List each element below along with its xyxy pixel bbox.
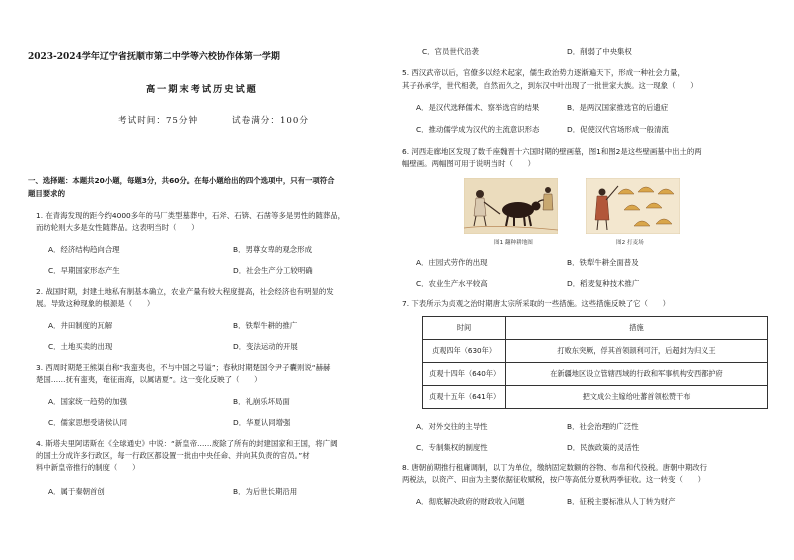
question-6-option-a[interactable]: A．庄园式劳作的出现 [416,258,488,267]
question-8-text: 8. 唐朝前期推行租庸调制，以丁为单位，缴纳固定数额的谷物、布帛和代役税。唐朝中期改行 [402,463,708,472]
question-2-option-c[interactable]: C．土地买卖的出现 [48,342,113,351]
question-7-text: 7. 下表所示为贞观之治时期唐太宗所采取的一些措施。这些措施反映了它（ ） [402,299,671,308]
question-8-option-a[interactable]: A．彻底解决政府的财政收入问题 [416,497,525,506]
question-2-option-b[interactable]: B．铁犁牛耕的推广 [233,321,298,330]
table-cell-time: 贞观十五年（641年） [423,386,506,409]
figure-1-plowing-mural [464,178,558,234]
question-4-option-d[interactable]: D．削弱了中央集权 [567,47,632,56]
question-1-option-c[interactable]: C．早期国家形态产生 [48,266,120,275]
question-2-option-d[interactable]: D．变法运动的开展 [233,342,298,351]
question-6-option-d[interactable]: D．稻麦复种技术推广 [567,279,640,288]
exam-time: 考试时间：75分钟 [118,116,199,126]
table-cell-measure: 把文成公主嫁给吐蕃首领松赞干布 [506,386,768,409]
figure-2-caption: 图2 打麦场 [616,240,644,246]
measures-table [422,316,768,409]
question-6-text-cont: 幅壁画。两幅图可用于说明当时（ ） [402,159,536,168]
figure-1-caption: 图1 翻种耕地图 [494,240,533,246]
question-5-option-d[interactable]: D．促使汉代官场形成一般清流 [567,125,669,134]
question-5-option-c[interactable]: C．推动儒学成为汉代的主流意识形态 [416,125,540,134]
full-score: 试卷满分：100分 [232,116,309,126]
question-8-text-cont: 两税法，以资产、田亩为主要依据征收赋税，按户等高低分夏秋两季征收。这一转变（ ） [402,475,706,484]
question-3-text: 3. 西周时期楚王熊渠自称“我蛮夷也，不与中国之号谥”；春秋时期楚国令尹子囊则说“赫赫 [36,363,331,372]
section-header: 一、选择题：本题共20小题，每题3分，共60分。在每小题给出的四个选项中，只有一项符合 [28,176,335,185]
question-3-option-d[interactable]: D．华夏认同增强 [233,418,291,427]
question-3-option-a[interactable]: A．国家统一趋势的加强 [48,397,127,406]
right-column [402,0,774,560]
question-5-text-cont: 其子孙承学，世代相袭，自然而久之，到东汉中叶出现了一批世家大族。这一现象（ ） [402,81,698,90]
table-header-time: 时间 [423,317,506,340]
table-row [423,363,768,386]
section-header-cont: 题目要求的 [28,189,65,198]
question-2-text: 2. 战国时期，封建土地私有制基本确立，农业产量有较大程度提高，社会经济也有明显的发 [36,287,334,296]
question-4-option-b[interactable]: B．为后世长期沿用 [233,487,298,496]
question-7-option-d[interactable]: D．民族政策的灵活性 [567,443,640,452]
question-6-option-b[interactable]: B．铁犁牛耕全面普及 [567,258,639,267]
question-4-option-c[interactable]: C．官员世代沿袭 [422,47,479,56]
question-1-option-a[interactable]: A．经济结构趋向合理 [48,245,120,254]
table-cell-time: 贞观十四年（640年） [423,363,506,386]
question-4-text-cont: 的国土分成许多行政区，每一行政区都设置一批由中央任命、并向其负责的官员。”材 [36,451,310,460]
question-3-option-b[interactable]: B．礼崩乐坏局面 [233,397,290,406]
question-3-text-cont: 楚国……抚有蛮夷，奄征南海，以属诸夏”。这一变化反映了（ ） [36,375,262,384]
question-1-option-d[interactable]: D．社会生产分工较明确 [233,266,313,275]
question-7-option-c[interactable]: C．专制集权的制度性 [416,443,488,452]
question-5-option-b[interactable]: B．是两汉国家推选官的后遗症 [567,103,669,112]
table-cell-measure: 打败东突厥，俘其首领颉利可汗，后超封为归义王 [506,340,768,363]
question-1-option-b[interactable]: B．男尊女卑的观念形成 [233,245,312,254]
question-2-text-cont: 展。导致这种现象的根源是（ ） [36,299,155,308]
table-row [423,340,768,363]
left-column [28,0,388,560]
question-4-text-cont2: 料中新皇帝推行的制度（ ） [36,463,140,472]
table-cell-measure: 在新疆地区设立管辖西域的行政和军事机构安西都护府 [506,363,768,386]
question-7-option-b[interactable]: B．社会治理的广泛性 [567,422,639,431]
question-1-text: 1. 在青海发现的距今约4000多年的马厂类型墓葬中，石斧、石锛、石凿等多是男性的随葬品， [36,211,346,220]
question-2-option-a[interactable]: A．井田制度的瓦解 [48,321,113,330]
question-5-text: 5. 西汉武帝以后，官僚多以经术起家，儒生政治势力逐渐遍天下，形成一种社会力量， [402,68,685,77]
exam-subtitle: 高一期末考试历史试题 [146,84,258,95]
question-7-option-a[interactable]: A．对外交往的主导性 [416,422,488,431]
question-1-text-cont: 而纺轮则大多是女性随葬品。这表明当时（ ） [36,223,199,232]
table-header-measures: 措施 [506,317,768,340]
question-5-option-a[interactable]: A．是汉代选释儒术、察举选官的结果 [416,103,540,112]
table-row [423,386,768,409]
question-6-text: 6. 河西走廊地区发现了数千座魏晋十六国时期的壁画墓，图1和图2是这些壁画墓中出土的两 [402,147,702,156]
question-4-option-a[interactable]: A．属于秦朝首创 [48,487,105,496]
exam-title: 2023-2024学年辽宁省抚顺市第二中学等六校协作体第一学期 [28,52,280,62]
figure-2-threshing-mural [586,178,680,234]
question-8-option-b[interactable]: B．征税主要标准从人丁转为财产 [567,497,676,506]
question-4-text: 4. 斯塔夫里阿诺斯在《全球通史》中说：“新皇帝……废除了所有的封建国家和王国，将广阔 [36,439,338,448]
table-cell-time: 贞观四年（630年） [423,340,506,363]
question-6-option-c[interactable]: C．农业生产水平较高 [416,279,488,288]
question-3-option-c[interactable]: C．儒家思想受诸侯认同 [48,418,128,427]
table-header-row [423,317,768,340]
